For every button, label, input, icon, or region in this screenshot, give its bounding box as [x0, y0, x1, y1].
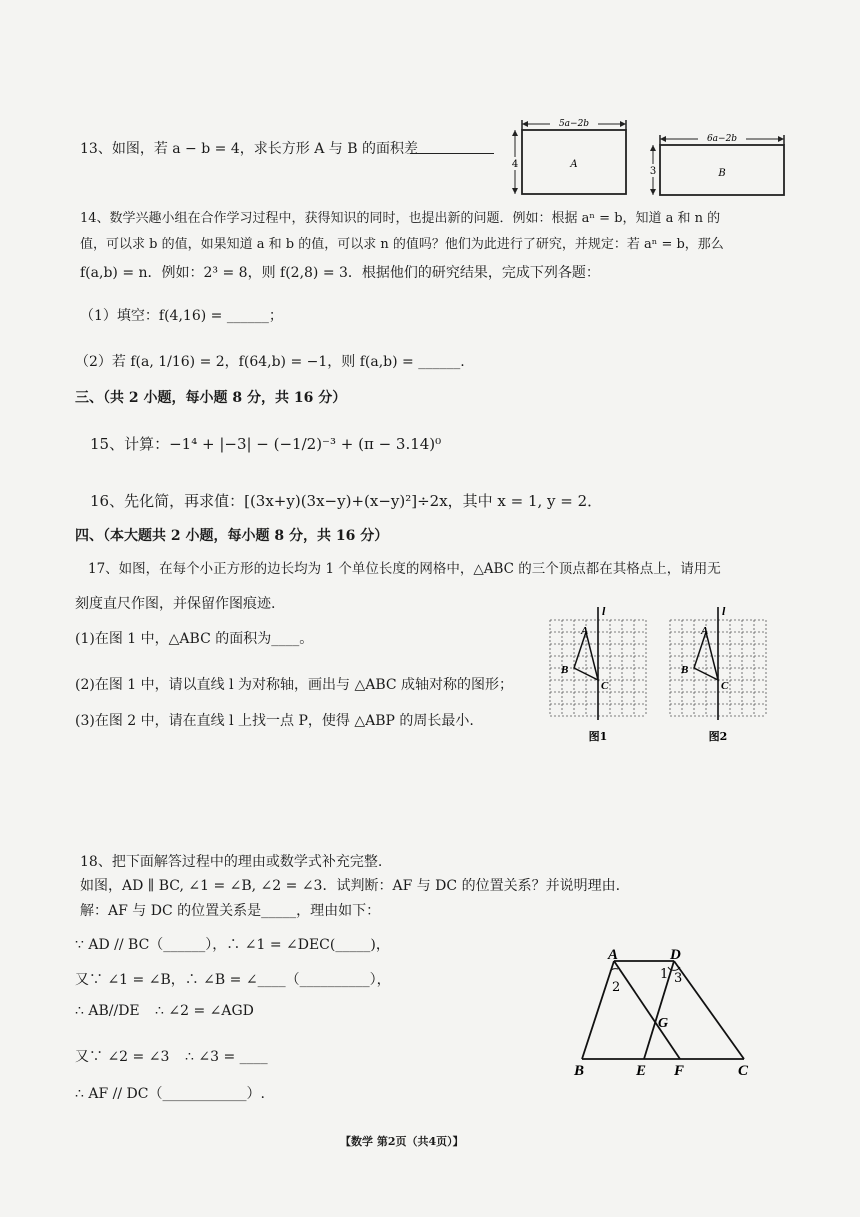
- q14-part1: （1）填空：f(4,16) = ______；: [80, 308, 283, 324]
- q18-step2: 又∵ ∠1 = ∠B，∴ ∠B = ∠____（__________），: [75, 972, 391, 988]
- fig1-caption: 图1: [588, 730, 608, 743]
- rect-b-figure: [648, 130, 793, 200]
- q15-text: 15、计算：−1⁴ + |−3| − (−1/2)⁻³ + (π − 3.14)⁰: [90, 435, 442, 453]
- point-f-label: F: [674, 1063, 685, 1079]
- q13-answer-blank: [410, 153, 494, 154]
- q18-step3b: ∴ ∠2 = ∠AGD: [155, 1003, 254, 1019]
- q17-figure-2: [668, 605, 768, 745]
- point-b-label: B: [574, 1063, 585, 1079]
- q17-line2: 刻度直尺作图，并保留作图痕迹.: [75, 596, 276, 612]
- rect-a-top-label: 5a−2b: [558, 119, 590, 129]
- point-a-label: A: [608, 947, 619, 963]
- point-e-label: E: [636, 1063, 647, 1079]
- q18-trapezoid-figure: [570, 945, 760, 1080]
- q13-text: 13、如图，若 a − b = 4，求长方形 A 与 B 的面积差: [80, 141, 418, 157]
- q14-line2: 值，可以求 b 的值，如果知道 a 和 b 的值，可以求 n 的值吗？他们为此进行了研究，并规定：若 aⁿ = b，那么: [80, 237, 724, 252]
- q16-text: 16、先化简，再求值：[(3x+y)(3x−y)+(x−y)²]÷2x，其中 x = 1, y = 2．: [90, 492, 603, 510]
- q18-line1: 18、把下面解答过程中的理由或数学式补充完整.: [80, 854, 383, 870]
- fig2-point-c: C: [721, 680, 729, 692]
- fig2-caption: 图2: [708, 730, 728, 743]
- section-4-heading: 四、（本大题共 2 小题，每小题 8 分，共 16 分）: [75, 528, 389, 544]
- fig1-point-b: B: [561, 664, 569, 676]
- q14-line3: f(a,b) = n．例如：2³ = 8，则 f(2,8) = 3．根据他们的研究结果，完成下列各题：: [80, 265, 600, 281]
- point-c-label: C: [738, 1063, 749, 1079]
- q18-step5: ∴ AF // DC（____________）.: [75, 1086, 265, 1102]
- q18-step1: ∵ AD // BC（______），∴ ∠1 = ∠DEC(_____)，: [75, 937, 390, 953]
- q17-part2: (2)在图 1 中，请以直线 l 为对称轴，画出与 △ABC 成轴对称的图形；: [75, 677, 514, 693]
- fig1-point-c: C: [601, 680, 609, 692]
- rect-b-side-label: 3: [649, 166, 657, 177]
- q18-line3: 解：AF 与 DC 的位置关系是_____，理由如下：: [80, 903, 381, 919]
- fig1-line-l-label: l: [602, 604, 606, 618]
- q18-step4b: ∴ ∠3 = ____: [185, 1049, 268, 1065]
- q14-part2: （2）若 f(a, 1/16) = 2，f(64,b) = −1，则 f(a,b) = ______.: [75, 354, 465, 370]
- q14-line1: 14、数学兴趣小组在合作学习过程中，获得知识的同时，也提出新的问题．例如：根据 aⁿ = b，知道 a 和 n 的: [80, 211, 721, 226]
- fig2-point-b: B: [681, 664, 689, 676]
- point-g-label: G: [658, 1016, 669, 1031]
- rect-b-top-label: 6a−2b: [706, 134, 738, 144]
- q18-step3a: ∴ AB//DE: [75, 1003, 140, 1019]
- fig1-point-a: A: [581, 625, 589, 637]
- q18-step4a: 又∵ ∠2 = ∠3: [75, 1049, 170, 1065]
- rect-a-side-label: 4: [511, 159, 519, 170]
- angle-2-label: 2: [612, 980, 621, 995]
- q18-line2: 如图，AD ∥ BC, ∠1 = ∠B, ∠2 = ∠3．试判断：AF 与 DC 的位置关系？并说明理由.: [80, 878, 621, 894]
- q17-part1: (1)在图 1 中，△ABC 的面积为____。: [75, 631, 314, 647]
- q17-figure-1: [548, 605, 648, 745]
- section-3-heading: 三、（共 2 小题，每小题 8 分，共 16 分）: [75, 390, 347, 406]
- q17-part3: (3)在图 2 中，请在直线 l 上找一点 P，使得 △ABP 的周长最小.: [75, 713, 474, 729]
- rect-a-figure: [510, 115, 640, 200]
- point-d-label: D: [670, 947, 681, 963]
- q17-line1: 17、如图，在每个小正方形的边长均为 1 个单位长度的网格中，△ABC 的三个顶点都在其格点上，请用无: [88, 561, 721, 577]
- angle-3-label: 3: [674, 971, 683, 986]
- rect-b-label: B: [718, 168, 726, 179]
- fig2-point-a: A: [701, 625, 709, 637]
- angle-1-label: 1: [660, 967, 669, 982]
- fig2-line-l-label: l: [722, 604, 726, 618]
- page-footer: 【数学 第2页（共4页）】: [340, 1135, 464, 1148]
- rect-a-label: A: [570, 159, 578, 170]
